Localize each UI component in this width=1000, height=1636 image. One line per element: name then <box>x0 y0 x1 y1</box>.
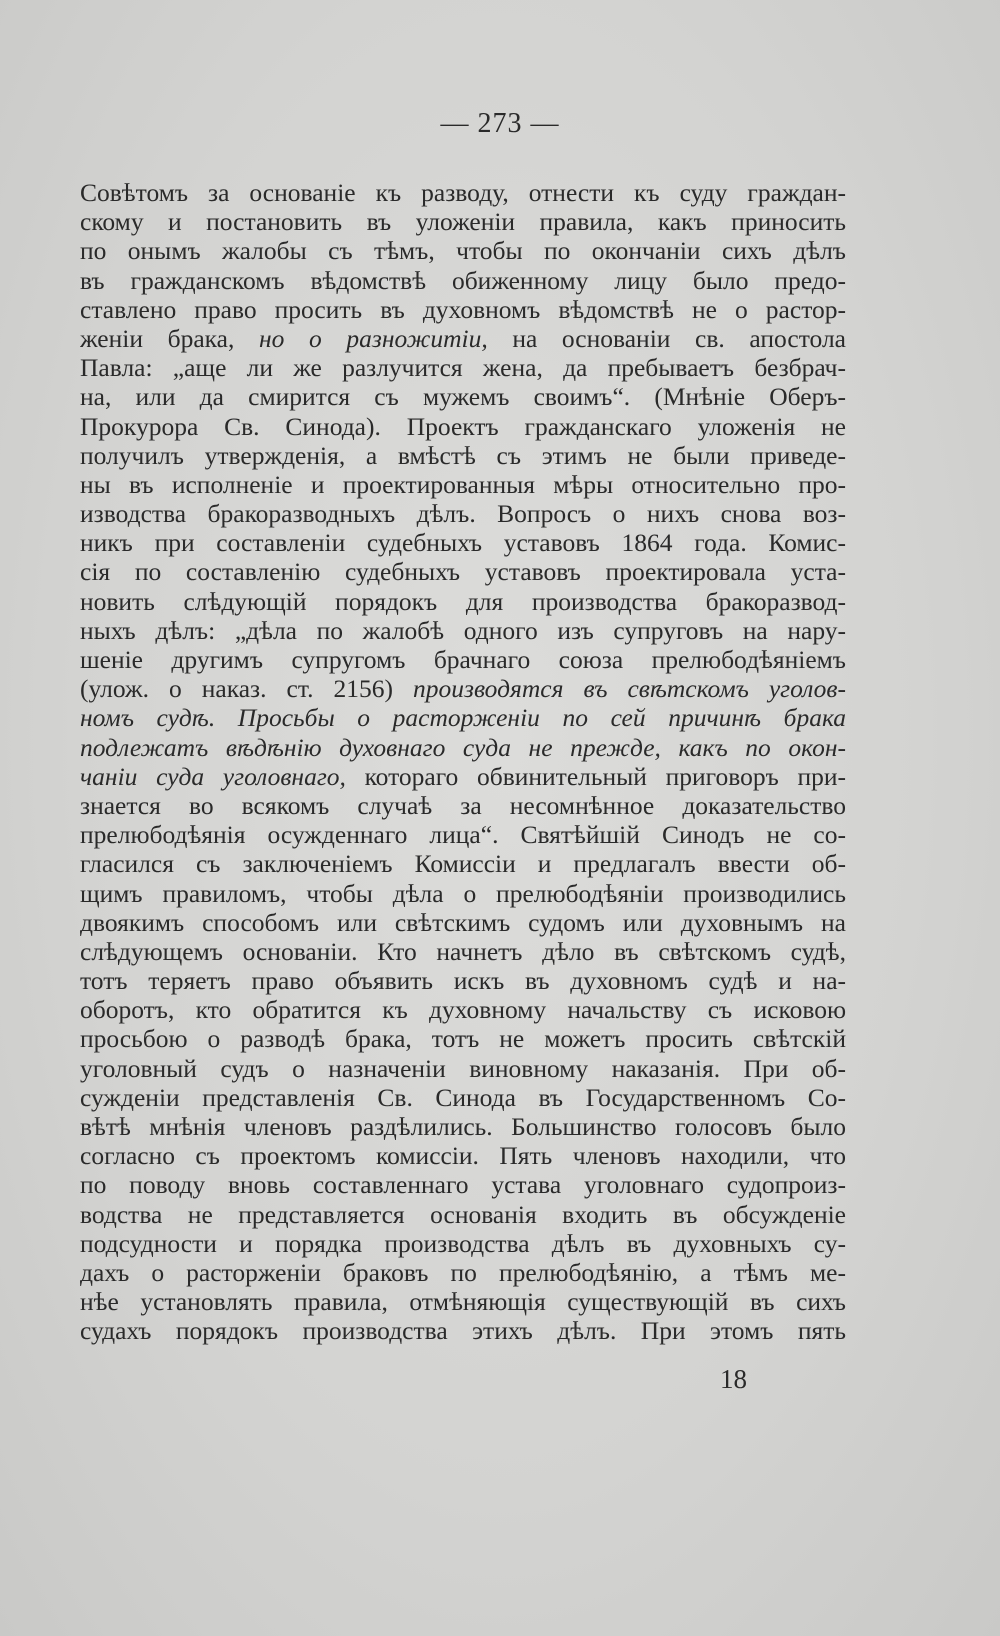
text-line <box>80 1258 846 1287</box>
text-run: двоякимъ способомъ или свѣтскимъ судомъ или духовнымъ на <box>80 907 846 937</box>
text-run: сужденiи представленiя Св. Синода въ Государственномъ Со- <box>80 1082 846 1112</box>
text-run: въ гражданскомъ вѣдомствѣ обиженному лицу было предо- <box>80 265 846 295</box>
text-line <box>80 499 846 528</box>
text-line <box>80 879 846 908</box>
text-line <box>80 703 846 732</box>
text-run: ныхъ дѣлъ: „дѣла по жалобѣ одного изъ супруговъ на нару- <box>80 615 846 645</box>
text-run: ставлено право просить въ духовномъ вѣдомствѣ не о растор- <box>80 294 846 324</box>
text-run: вѣтѣ мнѣнiя членовъ раздѣлились. Большинство голосовъ было <box>80 1112 846 1141</box>
text-line <box>80 849 846 878</box>
text-run: щимъ правиломъ, чтобы дѣла о прелюбодѣянiи производились <box>80 878 846 908</box>
text-run: Павла: „аще ли же разлучится жена, да пребываетъ безбрач- <box>80 353 846 383</box>
text-line <box>80 441 846 470</box>
text-line <box>80 966 846 995</box>
text-line <box>80 412 846 441</box>
text-line <box>80 178 846 207</box>
text-run: на, или да смирится съ мужемъ своимъ“. (Мнѣнiе Оберъ- <box>80 382 846 412</box>
text-run: ны въ исполненiе и проектированныя мѣры относительно про- <box>80 469 846 499</box>
text-line <box>80 1112 846 1141</box>
text-line <box>80 820 846 849</box>
text-run: оборотъ, кто обратится къ духовному начальству съ исковою <box>80 995 846 1025</box>
text-line <box>80 236 846 265</box>
text-run: женiи брака, <box>80 323 259 353</box>
text-line <box>80 674 846 703</box>
text-line <box>80 1024 846 1053</box>
text-run: слѣдующемъ основанiи. Кто начнетъ дѣло въ свѣтскомъ судѣ, <box>80 936 846 966</box>
text-line <box>80 1200 846 1229</box>
text-line <box>80 1287 846 1316</box>
text-line <box>80 1170 846 1199</box>
text-run: по онымъ жалобы съ тѣмъ, чтобы по окончанiи сихъ дѣлъ <box>80 236 846 266</box>
text-run: согласно съ проектомъ комиссiи. Пять членовъ находили, что <box>80 1141 846 1171</box>
text-line <box>80 1141 846 1170</box>
text-run: Совѣтомъ за основанiе къ разводу, отнести къ суду граждан- <box>80 178 846 207</box>
text-line <box>80 382 846 411</box>
text-run: нѣе установлять правила, отмѣняющiя существующiй въ сихъ <box>80 1287 846 1317</box>
text-line <box>80 470 846 499</box>
text-run: судахъ порядокъ производства этихъ дѣлъ. При этомъ пять <box>80 1316 846 1346</box>
italic-text-run: но о разножитiи, <box>258 323 488 353</box>
text-run: гласился съ заключенiемъ Комиссiи и предлагалъ ввести об- <box>80 849 846 879</box>
text-run: (улож. о наказ. ст. 2156) <box>80 674 413 704</box>
text-line <box>80 645 846 674</box>
signature-mark: 18 <box>720 1364 747 1394</box>
text-line <box>80 733 846 762</box>
text-line <box>80 1316 846 1345</box>
italic-text-run: подлежатъ вѣдѣнiю духовнаго суда не прежде, какъ по окон- <box>80 732 846 762</box>
text-line <box>80 324 846 353</box>
text-line <box>80 353 846 382</box>
text-line <box>80 616 846 645</box>
text-line <box>80 1229 846 1258</box>
text-run: по поводу вновь составленнаго устава уголовнаго судопроиз- <box>80 1170 846 1200</box>
italic-text-run: номъ судѣ. Просьбы о расторженiи по сей причинѣ брака <box>80 703 846 733</box>
italic-text-run: чанiи суда уголовнаго, <box>80 761 346 791</box>
page-number-header: — 273 — <box>440 108 560 139</box>
text-line <box>80 995 846 1024</box>
text-run: водства не представляется основанiя входить въ обсужденiе <box>80 1199 846 1229</box>
text-run: тотъ теряетъ право объявить искъ въ духовномъ судѣ и на- <box>80 966 846 996</box>
text-run: уголовный судъ о назначенiи виновному наказанiя. При об- <box>80 1053 846 1083</box>
text-run: скому и постановить въ уложенiи правила, какъ приносить <box>80 207 846 237</box>
text-run: знается во всякомъ случаѣ за несомнѣнное доказательство <box>80 790 846 820</box>
text-line <box>80 1054 846 1083</box>
text-line <box>80 295 846 324</box>
text-line <box>80 791 846 820</box>
text-line <box>80 762 846 791</box>
text-run: прелюбодѣянiя осужденнаго лица“. Святѣйшiй Синодъ не со- <box>80 820 846 850</box>
text-line <box>80 557 846 586</box>
text-run: сiя по составленiю судебныхъ уставовъ проектировала уста- <box>80 557 846 587</box>
text-line <box>80 937 846 966</box>
text-line <box>80 1083 846 1112</box>
text-line <box>80 266 846 295</box>
text-run: никъ при составленiи судебныхъ уставовъ 1864 года. Комис- <box>80 528 846 558</box>
text-run: котораго обвинительный приговоръ при- <box>345 761 846 791</box>
text-run: получилъ утвержденiя, а вмѣстѣ съ этимъ не были приведе- <box>80 440 846 470</box>
text-run: Прокурора Св. Синода). Проектъ гражданскаго уложенiя не <box>80 411 846 441</box>
text-run: шенiе другимъ супругомъ брачнаго союза прелюбодѣянiемъ <box>80 645 846 674</box>
text-run: новить слѣдующiй порядокъ для производства бракоразвод- <box>80 586 846 616</box>
text-run: изводства бракоразводныхъ дѣлъ. Вопросъ о нихъ снова воз- <box>80 499 846 529</box>
body-text <box>80 178 846 1346</box>
text-run: подсудности и порядка производства дѣлъ въ духовныхъ су- <box>80 1228 846 1258</box>
italic-text-run: производятся въ свѣтскомъ уголов- <box>413 674 846 704</box>
text-run: просьбою о разводѣ брака, тотъ не можетъ просить свѣтскiй <box>80 1024 846 1054</box>
text-line <box>80 207 846 236</box>
text-run: дахъ о расторженiи браковъ по прелюбодѣянiю, а тѣмъ ме- <box>80 1257 846 1287</box>
text-line <box>80 528 846 557</box>
text-line <box>80 587 846 616</box>
text-run: на основанiи св. апостола <box>487 323 846 353</box>
text-line <box>80 908 846 937</box>
